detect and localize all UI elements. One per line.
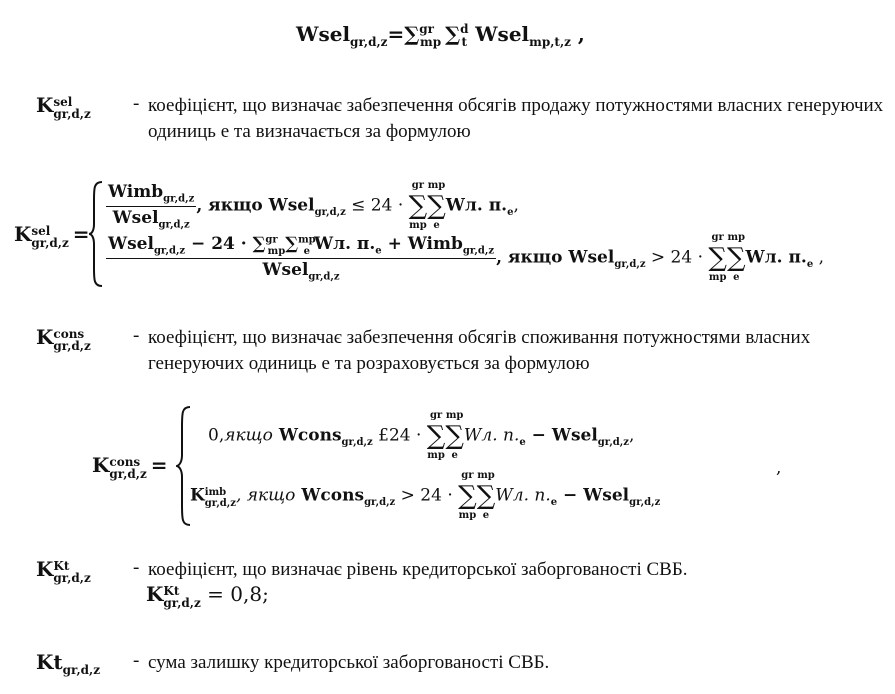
dash: - (133, 325, 140, 346)
k-kt-description: коефіцієнт, що визначає рівень кредиторської заборгованості СВБ. (148, 559, 688, 580)
left-brace-icon (88, 180, 104, 288)
kt-symbol: $Kt_{gr,d,z}$ (36, 650, 101, 677)
k-cons-case-1: 0,якщо Wcons$_{gr,d,z}$ £24 · gr ∑ mp mp ∑ e Wл. $п._e$ − Wsel$_{gr,d,z}$, (208, 410, 635, 461)
dash: - (133, 650, 140, 671)
kt-description: сума залишку кредиторської заборгованості СВБ. (148, 652, 550, 673)
formula-wsel-sum: Wsel$_{gr,d,z}$=∑$^{gr}_{mp}$ ∑$^d_t$ Wsel$_{mp,t,z}$ , (296, 22, 585, 49)
k-cons-symbol: K cons gr,d,z (36, 325, 91, 353)
k-sel-case-1: $\frac{Wimb_{gr,d,z}}{Wsel_{gr,d,z}}$ , якщо Wsel$_{gr,d,z}$ ≤ 24 · gr ∑ mp mp ∑ e Wл. $п._e$, (108, 180, 519, 231)
k-sel-case-2: $\frac{Wsel_{gr,d,z} - 24 \cdot \sum^{gr}_{mp}\sum^{mp}_e Wл. п._e + Wimb_{gr,d,z}}{Wsel_{gr,d,z}}$ , якщо Wsel$_{gr,d,z}$ > 24 · gr ∑ mp mp ∑ e Wл. $п._e$ , (108, 232, 824, 283)
dash: - (133, 557, 140, 578)
k-sel-formula-lhs: K sel gr,d,z = (14, 222, 90, 250)
dash: - (133, 93, 140, 114)
k-cons-formula-lhs: K cons gr,d,z = (92, 453, 168, 481)
k-cons-trailing-comma: , (776, 458, 782, 478)
k-kt-value: K Kt gr,d,z = 0,8; (146, 582, 269, 610)
k-sel-symbol: K sel gr,d,z (36, 93, 91, 121)
k-cons-case-2: K imb gr,d,z , якщо Wcons$_{gr,d,z}$ > 24 · gr ∑ mp mp ∑ e Wл. $п._e$ − Wsel$_{gr,d,z}$ (190, 470, 661, 521)
k-sel-description: коефіцієнт, що визначає забезпечення обсягів продажу потужностями власних генеруючих одиниць е та визначається за формулою (148, 95, 884, 142)
k-cons-description: коефіцієнт, що визначає забезпечення обсягів споживання потужностями власних генеруючих одиниць е та розраховується за формулою (148, 327, 811, 374)
k-kt-symbol: K Kt gr,d,z (36, 557, 91, 585)
